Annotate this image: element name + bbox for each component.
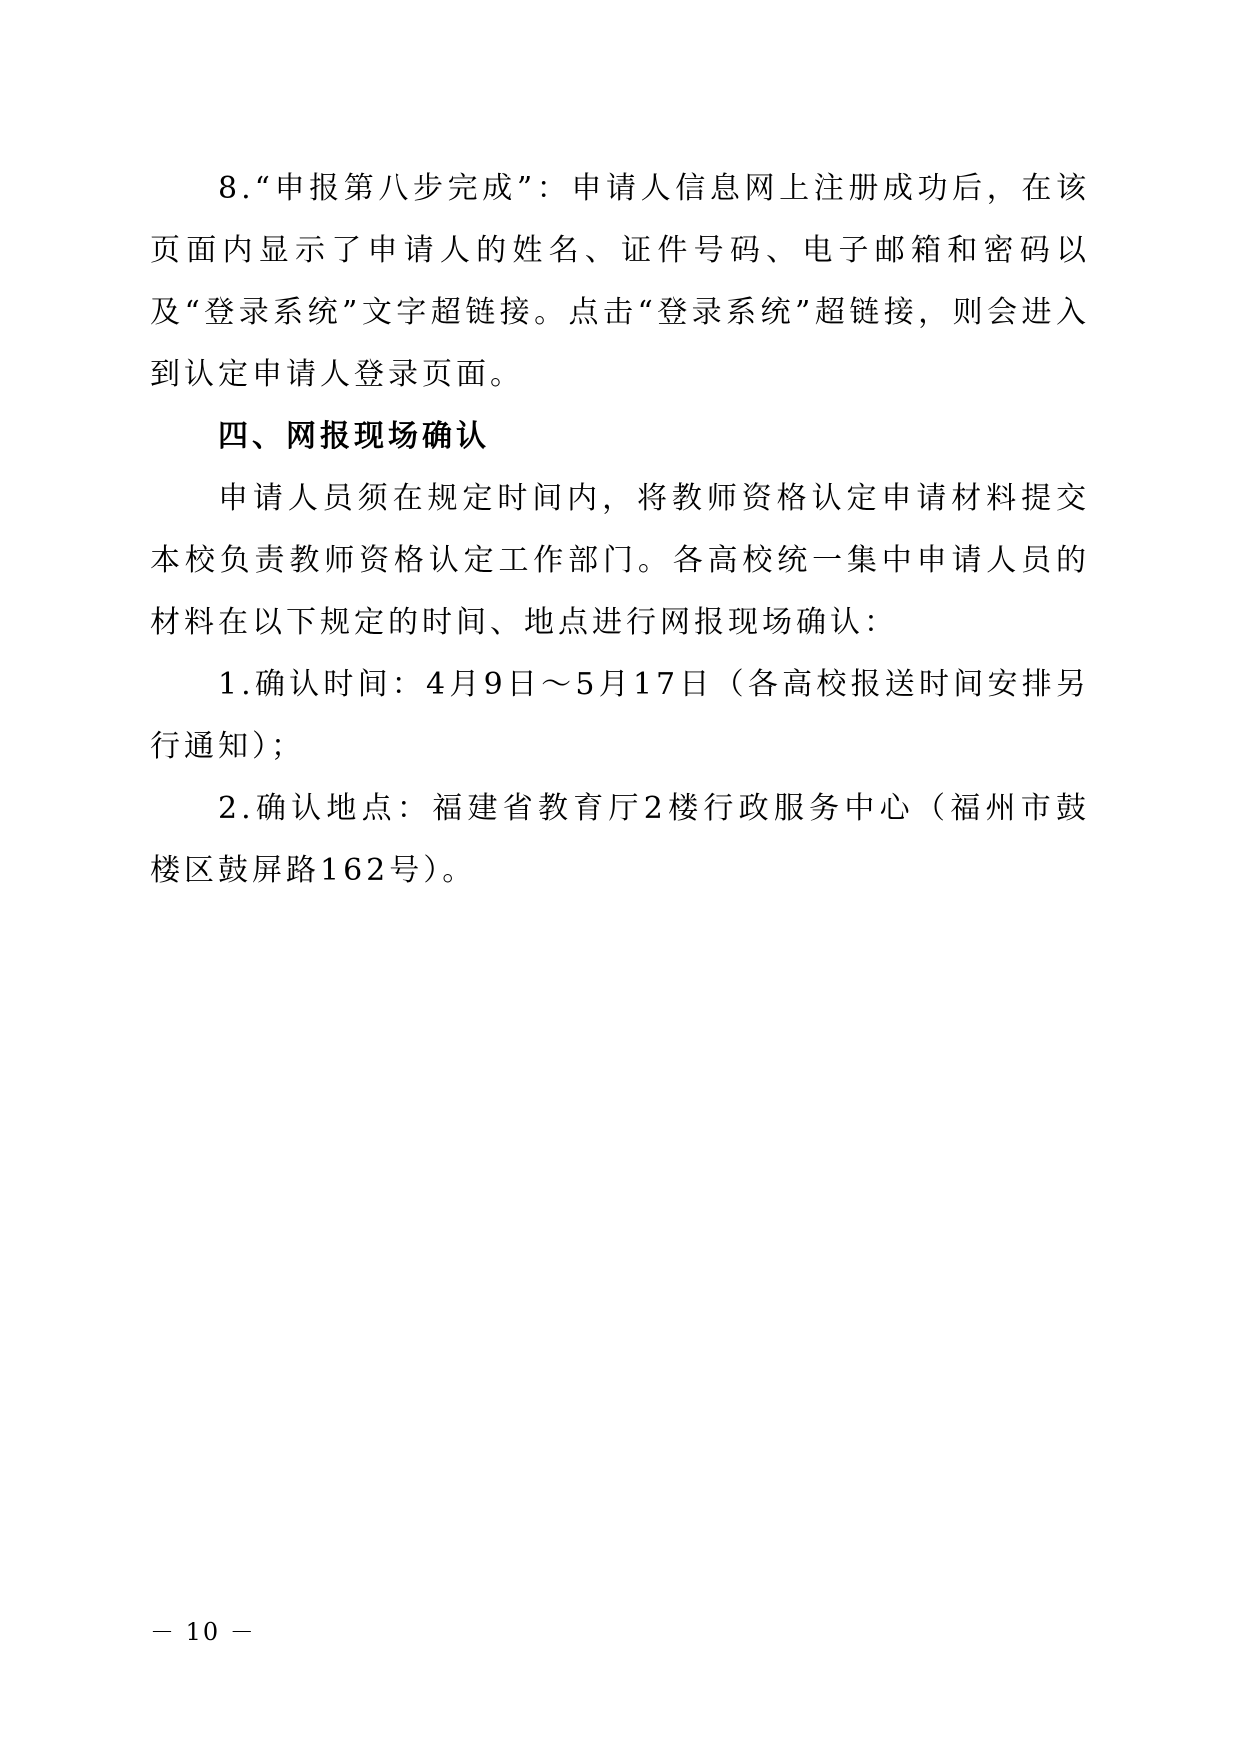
paragraph-step-8: 8.“申报第八步完成”：申请人信息网上注册成功后，在该页面内显示了申请人的姓名、证件号码、电子邮箱和密码以及“登录系统”文字超链接。点击“登录系统”超链接，则会进入到认定申请人登录页面。 <box>150 171 1090 392</box>
paragraph-submission: 申请人员须在规定时间内，将教师资格认定申请材料提交本校负责教师资格认定工作部门。各高校统一集中申请人员的材料在以下规定的时间、地点进行网报现场确认： <box>150 481 1090 640</box>
page-number: － 10 － <box>150 1618 256 1646</box>
paragraph-confirm-location: 2.确认地点：福建省教育厅2楼行政服务中心（福州市鼓楼区鼓屏路162号）。 <box>150 791 1090 888</box>
section-heading: 四、网报现场确认 <box>218 419 490 454</box>
document-body <box>150 158 1090 902</box>
paragraph-confirm-time: 1.确认时间：4月9日～5月17日（各高校报送时间安排另行通知）； <box>150 667 1090 764</box>
